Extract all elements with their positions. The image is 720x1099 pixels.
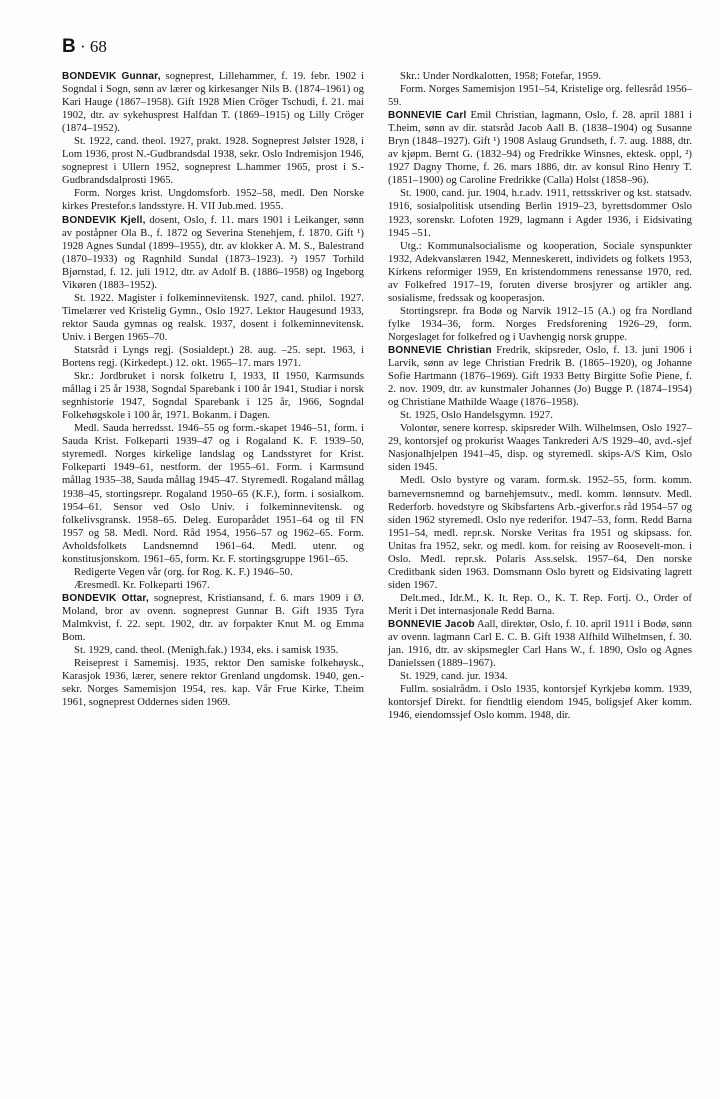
entry-text: sogneprest, Lillehammer, f. 19. febr. 1902 i Sogndal i Sogn, sønn av lærer og kirkesanger Nils B. (1874–1961) og Kari Hauge (1867–1958). Gift 1928 Mien Cröger Tschudi, f. 21. mai 1902, dtr. av sykehusprest Halfdan T. (1869–1915) og Lilly Cröger (1874–1952).: [62, 71, 364, 135]
entry-paragraph: St. 1929, cand. jur. 1934.: [400, 671, 508, 683]
biography-entry: [62, 70, 364, 135]
entry-paragraph: Volontør, senere korresp. skipsreder Wilh. Wilhelmsen, Oslo 1927–29, kontorsjef og prokurist Waages Tankrederi A/S 1929–40, avd.-sjef Nasjonalhjelpen 1941–45, disp. og styremedl. skips-A/S Kim, Oslo siden 1945.: [388, 423, 692, 474]
biography-entry: [388, 109, 692, 187]
entry-paragraph: Statsråd i Lyngs regj. (Sosialdept.) 28. aug. –25. sept. 1963, i Bortens regj. (Kirkedept.) 12. okt. 1965–17. mars 1971.: [62, 344, 364, 370]
entry-headword: BONNEVIE Carl: [388, 110, 467, 122]
entry-headword: BONDEVIK Gunnar,: [62, 71, 161, 82]
entry-text: Fredrik, skipsreder, Oslo, f. 13. juni 1906 i Larvik, sønn av lege Christian Fredrik B. (1865–1920), og Johanne Sofie Hartmann (1876–1969). Gift 1933 Betty Birgitte Sofie Piene, f. 2. nov. 1909, dtr. av kunstmaler Johannes (Jo) Bugge P. (1874–1954) og Christiane Mathilde Waage (1876–1958).: [388, 344, 692, 409]
page-number: 68: [89, 37, 107, 56]
entry-paragraph: Skr.: Under Nordkalotten, 1958; Fotefar, 1959.: [400, 71, 602, 82]
entry-text: sogneprest, Kristiansand, f. 6. mars 1909 i Ø. Moland, bror av ovenn. sogneprest Gunnar B. Gift 1935 Tyra Malmkvist, f. 22. sept. 1902, dtr. av forpakter Knut M. og Emma Bom.: [62, 592, 364, 644]
entry-paragraph: Delt.med., Idr.M., K. It. Rep. O., K. T. Rep. Fortj. O., Order of Merit i Det internasjonale Redd Barna.: [388, 592, 692, 617]
entry-paragraph: Form. Norges Samemisjon 1951–54, Kristelige org. fellesråd 1956–59.: [388, 84, 692, 109]
biography-entry: [62, 214, 364, 292]
biography-entry: [62, 592, 364, 644]
page-header: [62, 36, 107, 58]
entry-paragraph: Utg.: Kommunalsocialisme og kooperation, Sociale synspunkter 1932, Adekvanslæren 1942, Menneskerett, individets og folkets 1953, Kirkens reformiger 1959, En kristendommens renessanse 1970, red. av Folkefred 1917–19, foruten diverse brosjyrer og artikler ang. sosialisme, fredssak og kooperasjon.: [388, 240, 692, 304]
entry-paragraph: Skr.: Jordbruket i norsk folketru I, 1933, II 1950, Karmsunds mållag i 25 år 1938, Sogndal Sparebank i 100 år 1941, Studiar i norsk segnhistorie 1947, Sogndal Sparebank i 125 år, 1966, Sogndal Folkehøgskole i 100 år, 1971. Bokanm. i Dagen.: [62, 371, 364, 422]
entry-paragraph: Æresmedl. Kr. Folkeparti 1967.: [74, 579, 210, 591]
right-column: [388, 70, 692, 722]
entry-paragraph: St. 1922. Magister i folkeminnevitensk. 1927, cand. philol. 1927. Timelærer ved Kristelig Gymn., Oslo 1927. Lektor Haugesund 1933, rektor Sauda gymnas og realsk. 1937, dosent i folkeminnevitensk. Univ. i Bergen 1965–70.: [62, 292, 364, 343]
entry-paragraph: Medl. Sauda herredsst. 1946–55 og form.-skapet 1946–51, form. i Sauda Krist. Folkeparti 1939–47 og i Rogaland K. F. 1939–50, styremedl. Norges kirkelige landslag og Landsstyret for Krist. Folkeparti 1949–61, nestform. der 1955–61. Form. i Karmsund mållag 1935–38, Sauda mållag 1945–47. Styremedl. Rogaland mållag 1938–45, stortingsrepr. Rogaland 1950–65 (K.F.), form. i sosialkom. 1954–61. Sensor ved Oslo Univ. i folkeminnevitensk. og folkelivsgransk. 1958–65. Deleg. Europarådet 1951–64 og til FN 1957 og 58. Medl. Nord. Råd 1954, 1956–57 og 1962–65. Form. Avholdsfolkets Landsnemnd 1961–64. Medl. utenr. og konstitusjonskom. 1961–65, form. Kr. F. stortingsgruppe 1961–65.: [62, 423, 364, 565]
entry-paragraph: St. 1922, cand. theol. 1927, prakt. 1928. Sogneprest Jølster 1928, i Lom 1936, prost N.-Gudbrandsdal 1938, sekr. Oslo Indremisjon 1946, sogneprest i Ullern 1952, sogneprest L.hammer 1965, prost i S.-Gudbrandsdalprosti 1965.: [62, 136, 364, 187]
entry-headword: BONNEVIE Christian: [388, 344, 492, 356]
entry-paragraph: Form. Norges krist. Ungdomsforb. 1952–58, medl. Den Norske kirkes Prestefor.s landsstyre. H. VII Jub.med. 1955.: [62, 188, 364, 213]
entry-paragraph: Stortingsrepr. fra Bodø og Narvik 1912–15 (A.) og fra Nordland fylke 1934–36, form. Norges Fredsforening 1926–29, form. Norgeslaget for folkefred og i Uavhengig norsk gruppe.: [388, 305, 692, 343]
left-column: [62, 70, 364, 709]
entry-paragraph: St. 1929, cand. theol. (Menigh.fak.) 1934, eks. i samisk 1935.: [74, 645, 339, 657]
entry-paragraph: St. 1925, Oslo Handelsgymn. 1927.: [400, 410, 553, 422]
entry-headword: BONDEVIK Ottar,: [62, 592, 149, 604]
entry-headword: BONNEVIE Jacob: [388, 618, 475, 630]
entry-text: dosent, Oslo, f. 11. mars 1901 i Leikanger, sønn av poståpner Ola B., f. 1872 og Severina Stenehjem, f. 1870. Gift ¹) 1928 Agnes Sundal (1899–1955), dtr. av klokker A. M. S., Balestrand (1870–1933) og Ragnhild Sundal (1873–1923). ²) 1957 Torhild Bjørnstad, f. 12. juli 1912, dtr. av Adolf B. (1886–1958) og Ingeborg Vikøren (1883–1952).: [62, 214, 364, 291]
entry-paragraph: Redigerte Vegen vår (org. for Rog. K. F.) 1946–50.: [74, 566, 293, 578]
entry-paragraph: Medl. Oslo bystyre og varam. form.sk. 1952–55, form. komm. barnevernsnemnd og barnehjemsutv., medl. komm. lønnsutv. Medl. Rederforb. hovedstyre og Skibsfartens Arb.-giverfor.s råd 1954–57 og siden 1962 styremedl. Oslo nye rederifor. 1947–53, form. Redd Barna 1951–54, medl. repr.sk. Norske Veritas fra 1951 og skipsass. for. Unitas fra 1952, sekr. og medl. kom. for reising av Roosevelt-mon. i Oslo. Medl. repr.sk. Polaris Ass.selsk. 1957–64, Den norske Creditbank siden 1963. Domsmann Oslo byrett og Eidsivating lagrett siden 1967.: [388, 475, 692, 591]
entry-paragraph: Reiseprest i Samemisj. 1935, rektor Den samiske folkehøysk., Karasjok 1936, lærer, senere rektor Grenland ungdomsk. 1940, gen.-sekr. Norges Samemisjon 1954, res. kap. Vår Frue Kirke, T.heim 1961, sogneprest Oddernes siden 1969.: [62, 658, 364, 709]
entry-paragraph: Fullm. sosialrådm. i Oslo 1935, kontorsjef Kyrkjebø komm. 1939, kontorsjef Direkt. for fiendtlig eiendom 1945, boligsjef Aker komm. 1946, eiendomssjef Oslo komm. 1948, dir.: [388, 684, 692, 722]
entry-text: Aall, direktør, Oslo, f. 10. april 1911 i Bodø, sønn av ovenn. lagmann Carl E. C. B. Gift 1938 Alfhild Wilhelmsen, f. 30. jan. 1916, dtr. av skipsmegler Carl Hans W., f. 1890, Oslo og Agnes Danielssen (1889–1967).: [388, 618, 692, 670]
section-letter: B: [62, 36, 76, 57]
entry-headword: BONDEVIK Kjell,: [62, 214, 146, 226]
biography-entry: [388, 618, 692, 670]
header-separator: ·: [79, 37, 86, 56]
entry-paragraph: St. 1900, cand. jur. 1904, h.r.adv. 1911, rettsskriver og kst. statsadv. 1916, sosialpolitisk utsending Berlin 1919–23, byrettsdommer Oslo 1923, sorenskr. Lofoten 1929, lagmann i Agder 1936, i Eidsivating 1945 –51.: [388, 188, 692, 239]
entry-text: Emil Christian, lagmann, Oslo, f. 28. april 1881 i T.heim, sønn av dir. statsråd Jacob Aall B. (1838–1904) og Susanne Bryn (1848–1927). Gift ¹) 1908 Aslaug Grundseth, f. 7. aug. 1888, dtr. av kjøpm. Bernt G. (1832–94) og Fredrikke Winsnes, ektesk. oppl, ²) 1927 Dagny Thorne, f. 26. mars 1886, dtr. av konsul Rino Henry T. (1851–1900) og Caroline Fredrikke (Calla) Holst (1858–96).: [388, 110, 692, 187]
biography-entry: [388, 344, 692, 409]
